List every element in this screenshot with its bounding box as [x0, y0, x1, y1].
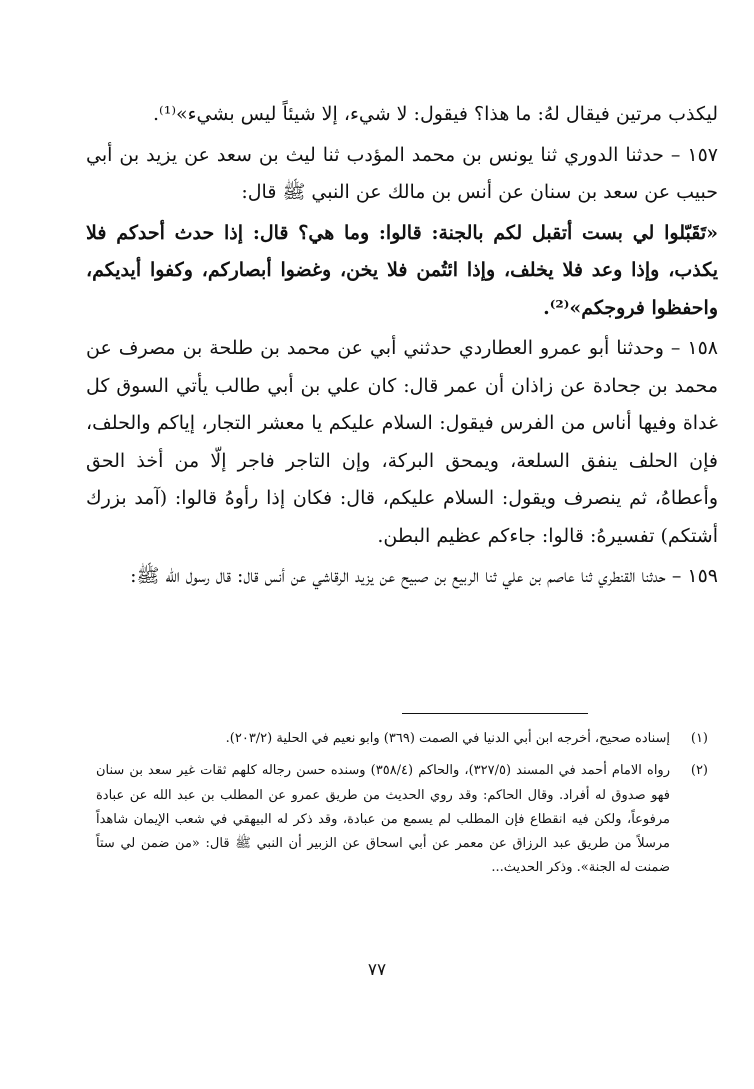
hadith-159-chain: ١٥٩ – حدثنا القنطري ثنا عاصم بن علي ثنا الربيع بن صبيح عن يزيد الرقاشي عن أنس قال: قال رسول الله ﷺ:	[130, 565, 718, 587]
footnote-text: إسناده صحيح، أخرجه ابن أبي الدنيا في الصمت (٣٦٩) وابو نعيم في الحلية (٢٠٣/٢).	[225, 731, 670, 746]
hadith-158: ١٥٨ – وحدثنا أبو عمرو العطاردي حدثني أبي عن محمد بن طلحة بن مصرف عن محمد بن جحادة عن زاذان أن عمر قال: كان علي بن أبي طالب يأتي السوق كل غداة وفيها أناس من الفرس فيقول: السلام عليكم يا معشر التجار، إياكم والحلف، فإن الحلف ينفق السلعة، ويمحق البركة، وإن التاجر فاجر إلّا من أخذ الحق وأعطاهُ، ثم ينصرف ويقول: السلام عليكم، قال: فكان إذا رأوهُ قالوا: (آمد بزرك أشتكم) تفسيرهُ: قالوا: جاءكم عظيم البطن.	[86, 337, 718, 547]
hadith-157-text: «تَقَبّلوا لي بست أتقبل لكم بالجنة: قالوا: وما هي؟ قال: إذا حدث أحدكم فلا يكذب، وإذا وعد فلا يخلف، وإذا ائتُمن فلا يخن، وغضوا أبصاركم، وكفوا أيديكم، واحفظوا فروجكم»⁽²⁾.	[86, 221, 718, 319]
footnote-number: (٢)	[690, 763, 708, 779]
main-text	[86, 96, 718, 596]
footnote-number: (١)	[690, 731, 708, 746]
footnotes	[96, 727, 708, 889]
footnote-text: رواه الامام أحمد في المسند (٣٢٧/٥)، والحاكم (٣٥٨/٤) وسنده حسن رجاله كلهم ثقات غير سعد بن سنان فهو صدوق له أفراد. وقال الحاكم: وقد روي الحديث من طريق عمرو عن المطلب بن عبد الله عن عبادة مرفوعاً، ولكن فيه انقطاع فإن المطلب لم يسمع من عبادة، وقد ذكر له البيهقي في شعب الإيمان شاهداً مرسلاً من طريق عبد الرزاق عن معمر عن أبي اسحاق عن الزبير أن النبي ﷺ قال: «من ضمن لي ستاً ضمنت له الجنة». وذكر الحديث...	[96, 763, 670, 876]
hadith-157-chain: ١٥٧ – حدثنا الدوري ثنا يونس بن محمد المؤدب ثنا ليث بن سعد عن يزيد بن أبي حبيب عن سعد بن سنان عن أنس بن مالك عن النبي ﷺ قال:	[86, 143, 718, 203]
page-number: ٧٧	[367, 960, 387, 980]
footnote	[96, 727, 708, 751]
paragraph-continuation: ليكذب مرتين فيقال لهُ: ما هذا؟ فيقول: لا شيء، إلا شيئاً ليس بشيء»⁽¹⁾.	[152, 103, 718, 125]
footnote	[96, 759, 708, 880]
footnote-separator	[402, 713, 588, 714]
